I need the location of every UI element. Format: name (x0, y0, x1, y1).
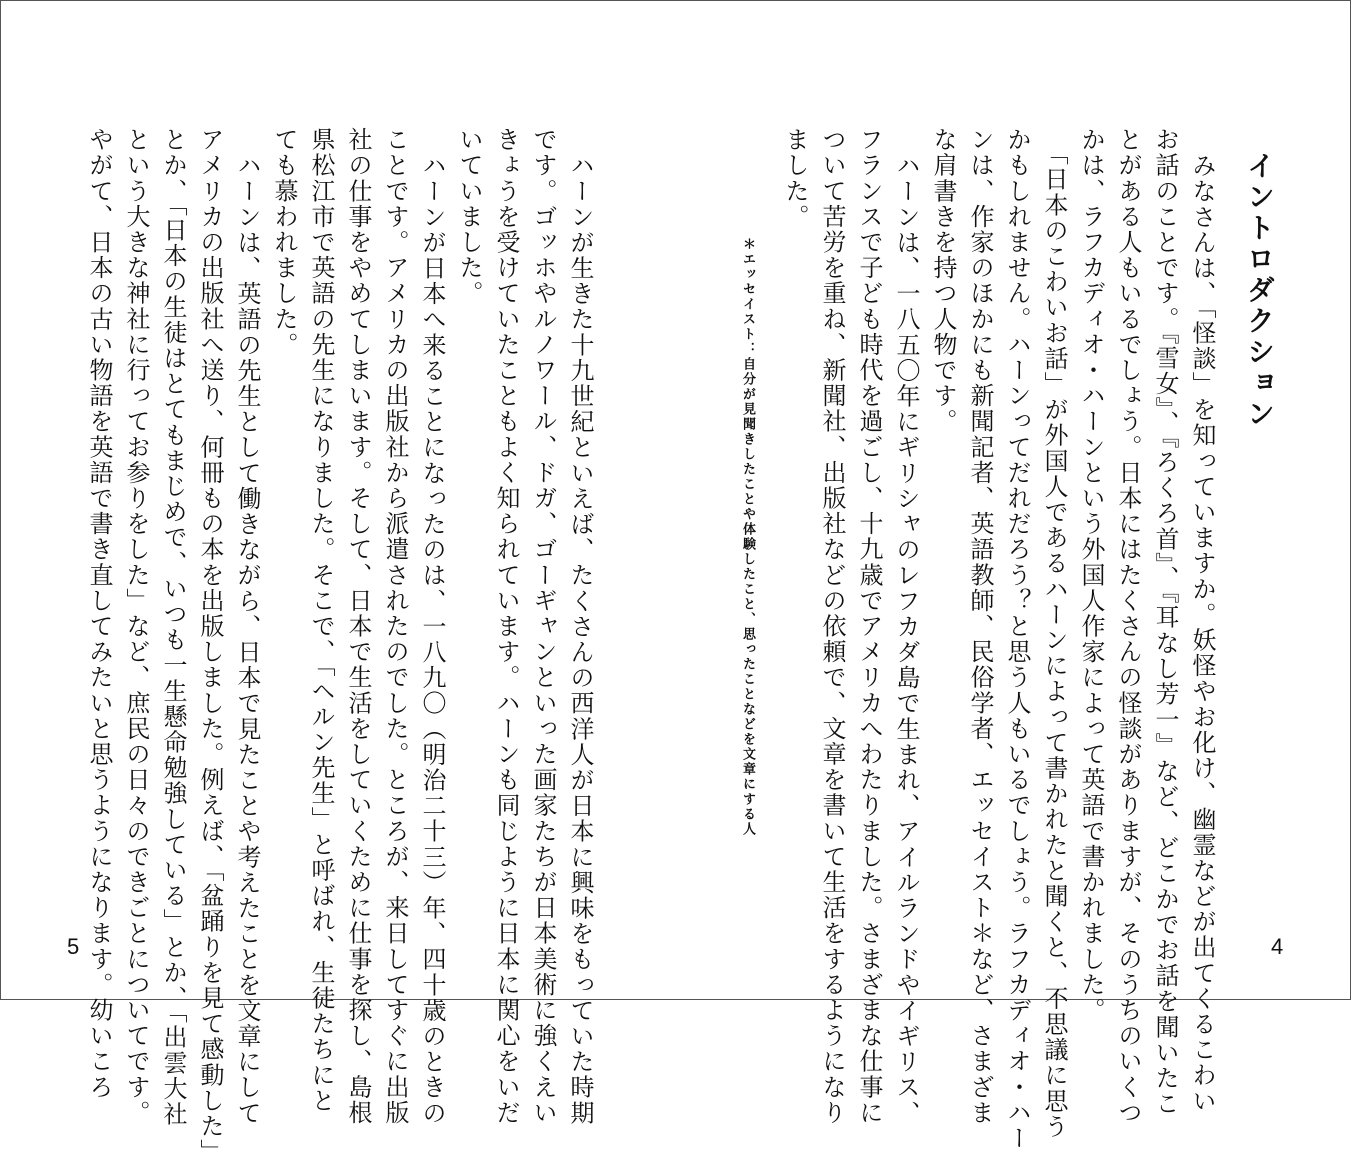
text-line: いていました。 (455, 127, 483, 307)
text-line: です。ゴッホやルノワール、ドガ、ゴーギャンといった画家たちが日本美術に強くえい (529, 127, 557, 1126)
text-line: お話のことです。『雪女』、『ろくろ首』、『耳なし芳一』など、どこかでお話を聞いたこ (1151, 127, 1179, 1117)
footnote: ＊エッセイスト：自分が見聞きしたことや体験したこと、思ったことなどを文章にする人 (740, 237, 755, 837)
text-line: 「日本のこわいお話」が外国人であるハーンによって書かれたと聞くと、不思議に思う (1040, 141, 1068, 1140)
text-line: やがて、日本の古い物語を英語で書き直してみたいと思うようになります。幼いころ (85, 127, 113, 1100)
text-line: ても慕われました。 (270, 127, 298, 358)
text-line: かもしれません。ハーンってだれだろう？と思う人もいるでしょう。ラフカディオ・ハー (1003, 127, 1031, 1151)
text-line: ハーンが生きた十九世紀といえば、たくさんの西洋人が日本に興味をもっていた時期 (566, 153, 594, 1126)
text-line: ついて苦労を重ね、新聞社、出版社などの依頼で、文章を書いて生活をするようになり (818, 127, 846, 1126)
text-line: とがある人もいるでしょう。日本にはたくさんの怪談がありますが、そのうちのいくつ (1114, 127, 1142, 1126)
text-line: ンは、作家のほかにも新聞記者、英語教師、民俗学者、エッセイスト＊など、さまざま (966, 127, 994, 1126)
text-line: ハーンは、英語の先生として働きながら、日本で見たことや考えたことを文章にして (233, 153, 261, 1126)
text-line: という大きな神社に行ってお参りをした」など、庶民の日々のできごとについてです。 (122, 127, 150, 1126)
page-number-right: 4 (1271, 934, 1284, 959)
text-line: ことです。アメリカの出版社から派遣されたのでした。ところが、来日してすぐに出版 (381, 127, 409, 1126)
text-line: な肩書きを持つ人物です。 (929, 127, 957, 435)
text-line: アメリカの出版社へ送り、何冊もの本を出版しました。例えば、「盆踊りを見て感動した」 (196, 127, 224, 1165)
text-line: 県松江市で英語の先生になりました。そこで、「ヘルン先生」と呼ばれ、生徒たちにと (307, 127, 335, 1114)
text-line: ハーンは、一八五〇年にギリシャのレフカダ島で生まれ、アイルランドやイギリス、 (892, 153, 920, 1126)
chapter-heading: イントロダクション (1243, 151, 1276, 430)
text-line: とか、「日本の生徒はとてもまじめで、いつも一生懸命勉強している」とか、「出雲大社 (159, 127, 187, 1127)
text-line: みなさんは、「怪談」を知っていますか。妖怪やお化け、幽霊などが出てくるこわい (1188, 153, 1216, 1114)
text-line: きょうを受けていたこともよく知られています。ハーンも同じように日本に関心をいだ (492, 127, 520, 1126)
text-line: ました。 (781, 127, 809, 230)
page-number-left: 5 (67, 934, 80, 959)
text-line: 社の仕事をやめてしまいます。そして、日本で生活をしていくために仕事を探し、島根 (344, 127, 372, 1126)
text-line: かは、ラフカディオ・ハーンという外国人作家によって英語で書かれました。 (1077, 127, 1105, 1023)
text-line: ハーンが日本へ来ることになったのは、一八九〇（明治二十三）年、四十歳のときの (418, 153, 446, 1126)
text-line: フランスで子ども時代を過ごし、十九歳でアメリカへわたりました。さまざまな仕事に (855, 127, 883, 1126)
